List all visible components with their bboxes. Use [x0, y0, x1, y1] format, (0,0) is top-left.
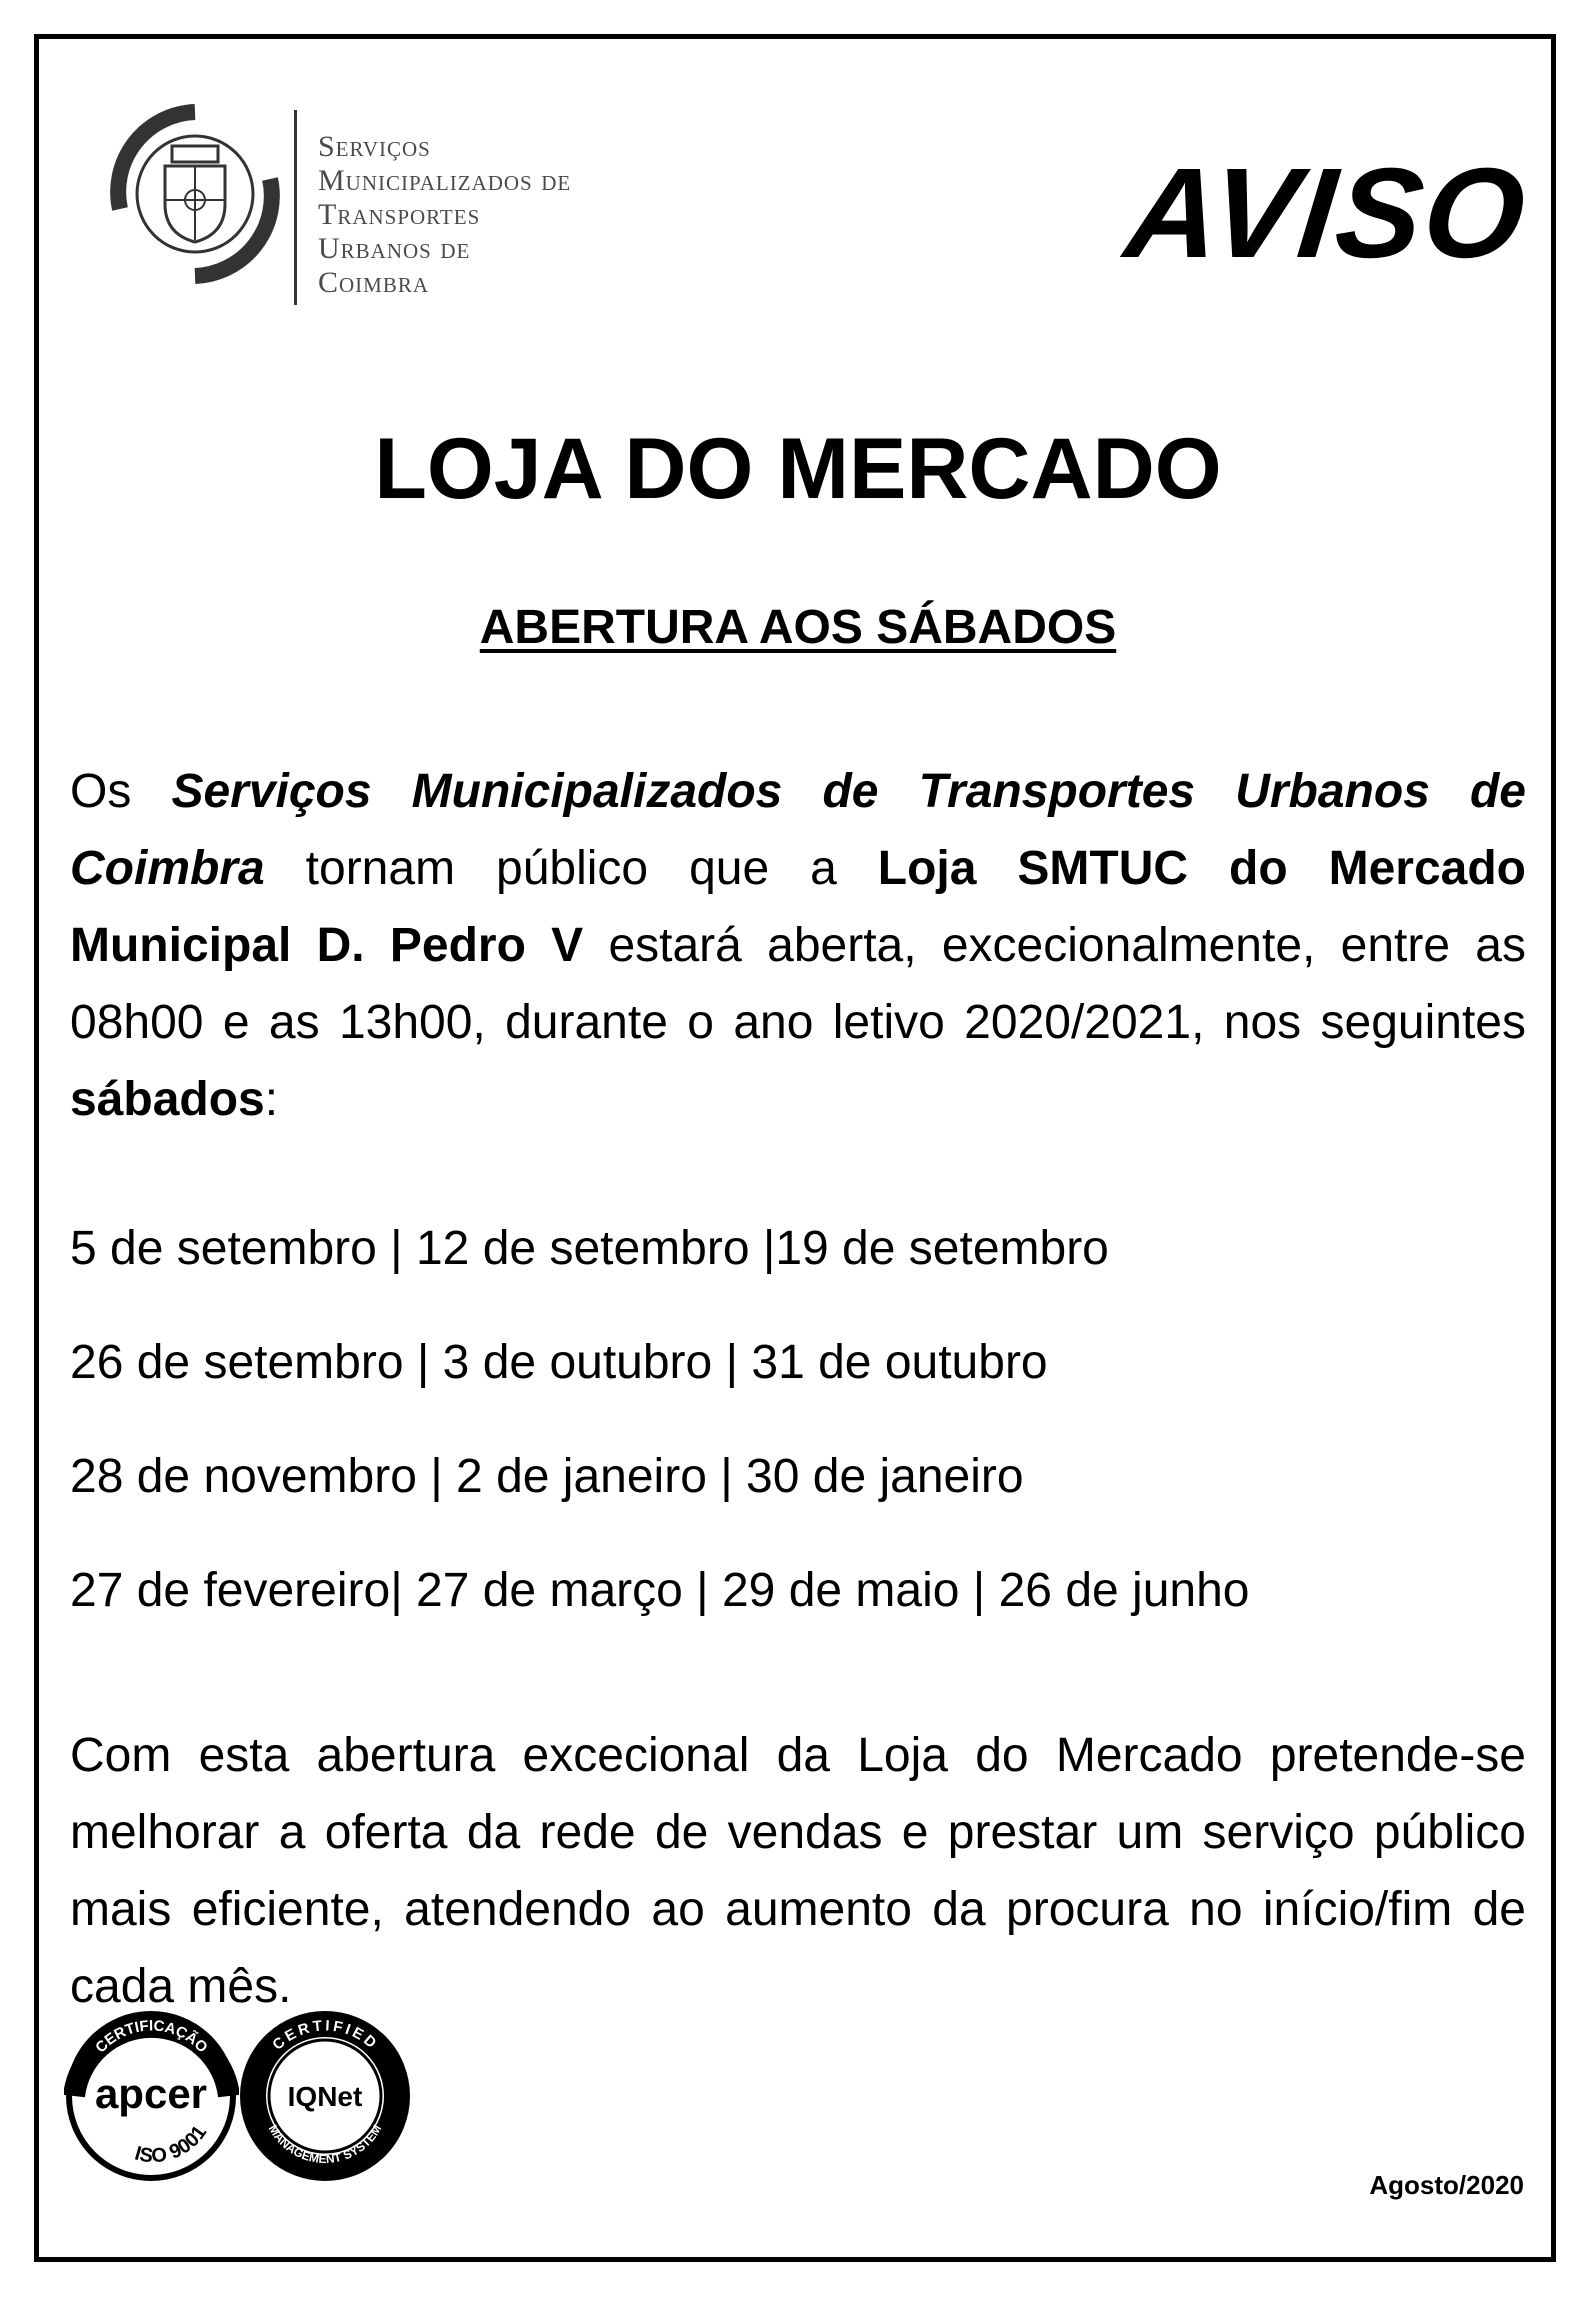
apcer-certification-icon	[64, 2008, 239, 2183]
smtuc-logo	[110, 104, 280, 289]
store-name: Loja SMTUC do Mercado Municipal D. Pedro V	[70, 842, 1527, 972]
intro-text: :	[264, 1073, 279, 1126]
dates-list	[70, 1216, 1250, 1672]
apcer-seal	[64, 2008, 239, 2188]
closing-paragraph: Com esta abertura excecional da Loja do Mercado pretende-se melhorar a oferta da rede de vendas e prestar um serviço público mais eficiente, atendendo ao aumento da procura no início/fim de cada mês.	[70, 1729, 1526, 2013]
apcer-top-text: CERTIFICAÇÃO	[92, 2017, 211, 2057]
page-subtitle: ABERTURA AOS SÁBADOS	[479, 601, 1117, 654]
dates-line: 28 de novembro | 2 de janeiro | 30 de janeiro	[70, 1450, 1024, 1503]
org-line: Serviços	[318, 130, 431, 163]
iqnet-bottom-text: MANAGEMENT SYSTEM	[265, 2122, 385, 2167]
iqnet-seal	[238, 2008, 413, 2188]
iqnet-brand: IQNet	[287, 2081, 363, 2112]
intro-paragraph	[70, 753, 1526, 1138]
page-title: LOJA DO MERCADO	[374, 421, 1222, 517]
dates-line: 27 de fevereiro| 27 de março | 29 de maio | 26 de junho	[70, 1564, 1250, 1617]
org-line: Transportes	[318, 198, 481, 231]
org-line: Urbanos de	[318, 232, 471, 265]
aviso-heading: AVISO	[1119, 142, 1534, 285]
saturdays-word: sábados	[70, 1073, 265, 1126]
coat-of-arms-icon	[110, 104, 280, 284]
iqnet-top-text: CERTIFIED	[269, 2017, 382, 2054]
org-name: Serviços Municipalizados de Transportes Urbanos de Coimbra	[70, 765, 1527, 895]
org-name-logo-text	[318, 130, 571, 300]
org-line: Municipalizados de	[318, 164, 572, 197]
apcer-brand: apcer	[94, 2070, 208, 2117]
apcer-bottom-text: ISO 9001	[132, 2121, 212, 2168]
dates-line: 5 de setembro | 12 de setembro |19 de setembro	[70, 1222, 1109, 1275]
org-line: Coimbra	[318, 266, 430, 299]
iqnet-certification-icon	[238, 2008, 413, 2183]
intro-text: Os	[70, 765, 172, 818]
intro-text: tornam público que a	[264, 842, 878, 895]
dates-line: 26 de setembro | 3 de outubro | 31 de outubro	[70, 1336, 1048, 1389]
intro-text: estará aberta, excecionalmente, entre as 08h00 e as 13h00, durante o ano letivo 2020/2021, nos seguintes	[70, 919, 1526, 1049]
footer-date: Agosto/2020	[1369, 2170, 1524, 2200]
logo-divider	[294, 110, 297, 305]
